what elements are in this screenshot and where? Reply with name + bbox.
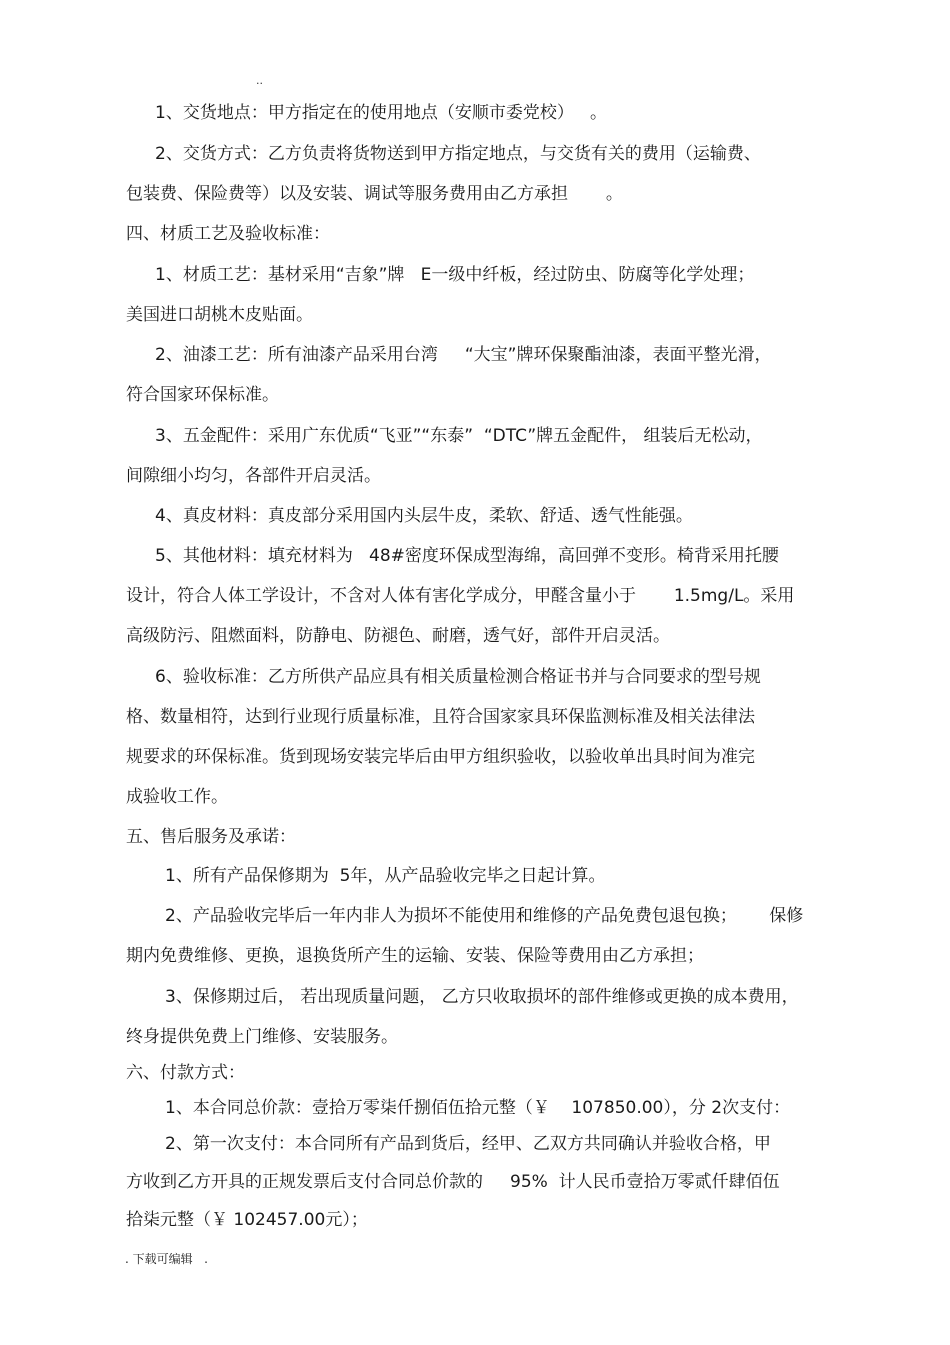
line-first-payment-cont1: 方收到乙方开具的正规发票后支付合同总价款的 95% 计人民币壹拾万零贰仟肆佰伍 bbox=[126, 1172, 780, 1192]
line-material-craft: 1、材质工艺：基材采用“吉象”牌 E一级中纤板，经过防虫、防腐等化学处理； bbox=[155, 265, 755, 285]
line-hardware: 3、五金配件：采用广东优质“飞亚”“东泰” “DTC”牌五金配件， 组装后无松动， bbox=[155, 426, 763, 446]
section-heading-payment: 六、付款方式： bbox=[126, 1063, 245, 1083]
line-post-warranty-cont: 终身提供免费上门维修、安装服务。 bbox=[126, 1027, 398, 1047]
line-warranty: 1、所有产品保修期为 5年，从产品验收完毕之日起计算。 bbox=[165, 866, 606, 886]
line-total-price: 1、本合同总价款：壹拾万零柒仟捌佰伍拾元整（￥ 107850.00），分 2次支付： bbox=[165, 1098, 791, 1118]
line-leather: 4、真皮材料：真皮部分采用国内头层牛皮，柔软、舒适、透气性能强。 bbox=[155, 506, 693, 526]
line-first-payment: 2、第一次支付：本合同所有产品到货后，经甲、乙双方共同确认并验收合格，甲 bbox=[165, 1134, 771, 1154]
line-delivery-place: 1、交货地点：甲方指定在的使用地点（安顺市委党校） 。 bbox=[155, 103, 608, 123]
line-post-warranty: 3、保修期过后， 若出现质量问题， 乙方只收取损坏的部件维修或更换的成本费用， bbox=[165, 987, 799, 1007]
line-acceptance: 6、验收标准：乙方所供产品应具有相关质量检测合格证书并与合同要求的型号规 bbox=[155, 667, 761, 687]
line-delivery-method-cont: 包装费、保险费等）以及安装、调试等服务费用由乙方承担 。 bbox=[126, 184, 623, 204]
line-delivery-method: 2、交货方式：乙方负责将货物送到甲方指定地点，与交货有关的费用（运输费、 bbox=[155, 144, 761, 164]
header-mark: .. bbox=[256, 74, 263, 87]
page-footer: . 下载可编辑 . bbox=[125, 1252, 208, 1266]
line-other-materials: 5、其他材料：填充材料为 48#密度环保成型海绵，高回弹不变形。椅背采用托腰 bbox=[155, 546, 779, 566]
section-heading-after-sales: 五、售后服务及承诺： bbox=[126, 827, 296, 847]
line-paint-craft-cont: 符合国家环保标准。 bbox=[126, 385, 279, 405]
line-first-payment-cont2: 拾柒元整（￥ 102457.00元）； bbox=[126, 1210, 368, 1230]
line-return-policy: 2、产品验收完毕后一年内非人为损坏不能使用和维修的产品免费包退包换； 保修 bbox=[165, 906, 804, 926]
line-acceptance-cont1: 格、数量相符，达到行业现行质量标准，且符合国家家具环保监测标准及相关法律法 bbox=[126, 707, 755, 727]
line-hardware-cont: 间隙细小均匀，各部件开启灵活。 bbox=[126, 466, 381, 486]
section-heading-materials: 四、材质工艺及验收标准： bbox=[126, 224, 330, 244]
line-return-policy-cont: 期内免费维修、更换，退换货所产生的运输、安装、保险等费用由乙方承担； bbox=[126, 946, 704, 966]
line-other-materials-cont2: 高级防污、阻燃面料，防静电、防褪色、耐磨，透气好，部件开启灵活。 bbox=[126, 626, 670, 646]
line-other-materials-cont1: 设计，符合人体工学设计，不含对人体有害化学成分，甲醛含量小于 1.5mg/L。采用 bbox=[126, 586, 795, 606]
line-acceptance-cont3: 成验收工作。 bbox=[126, 787, 228, 807]
line-acceptance-cont2: 规要求的环保标准。货到现场安装完毕后由甲方组织验收，以验收单出具时间为准完 bbox=[126, 747, 755, 767]
line-material-craft-cont: 美国进口胡桃木皮贴面。 bbox=[126, 305, 313, 325]
line-paint-craft: 2、油漆工艺：所有油漆产品采用台湾 “大宝”牌环保聚酯油漆，表面平整光滑， bbox=[155, 345, 772, 365]
